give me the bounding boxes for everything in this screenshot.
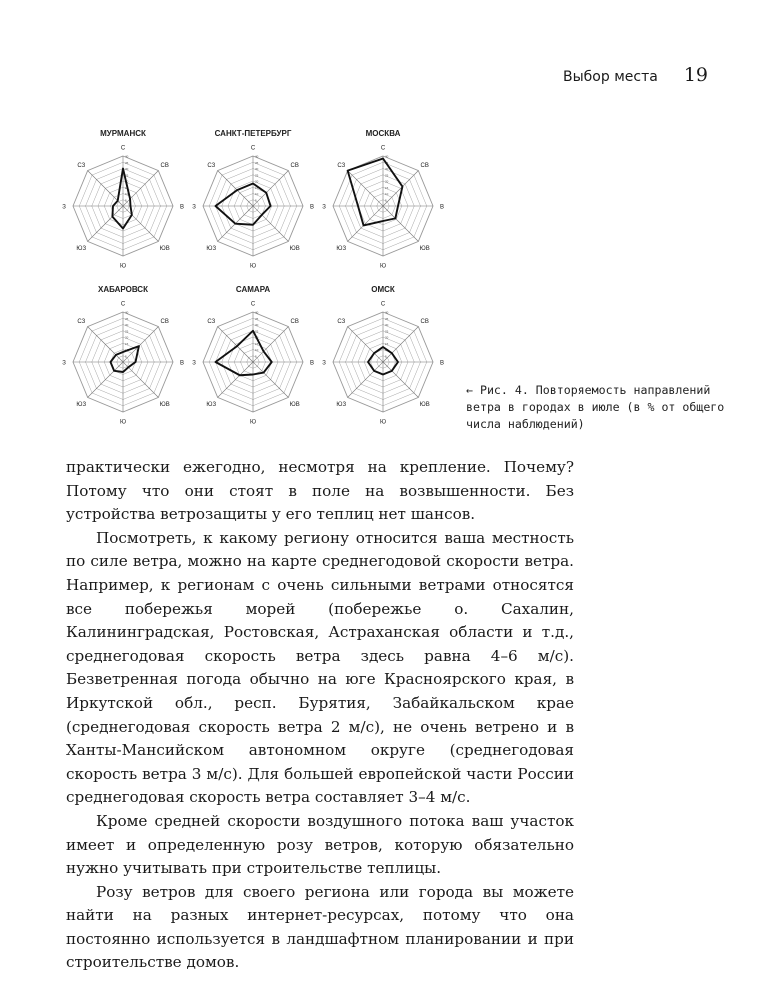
ring-label: 5 xyxy=(125,354,127,359)
paragraph: Розу ветров для своего региона или города вы можете найти на разных интернет-ресурсах, потому что она постоянно используется в ландшафтном планировании и при строительстве домов. xyxy=(66,882,574,972)
ring-label: 35 xyxy=(255,160,259,165)
direction-label: Ю xyxy=(119,263,127,270)
ring-label: 25 xyxy=(255,173,259,178)
direction-label: В xyxy=(439,204,445,211)
direction-label: СЗ xyxy=(207,162,216,169)
direction-label: В xyxy=(309,360,315,367)
ring-label: 10 xyxy=(385,192,389,196)
ring-label: 30 xyxy=(255,323,259,327)
direction-label: ЮВ xyxy=(419,246,430,253)
ring-label: 40 xyxy=(125,310,129,315)
direction-label: С xyxy=(120,301,126,308)
paragraph: практически ежегодно, несмотря на крепление. Почему? Потому что они стоят в поле на возвышенности. Без устройства ветрозащиты у его теплиц нет шансов. xyxy=(66,458,574,524)
ring-label: 25 xyxy=(385,173,389,178)
ring-label: 10 xyxy=(125,192,129,196)
wind-rose-1 xyxy=(58,124,188,274)
direction-label: З xyxy=(322,360,326,367)
direction-label: Ю xyxy=(249,263,257,270)
body-text xyxy=(66,456,574,975)
ring-label: 30 xyxy=(125,167,129,171)
direction-label: СЗ xyxy=(207,318,216,325)
direction-label: З xyxy=(192,204,196,211)
direction-label: ЮВ xyxy=(159,402,170,409)
direction-label: СЗ xyxy=(77,318,86,325)
wind-rose-chart xyxy=(188,280,318,430)
ring-label: 20 xyxy=(125,179,129,184)
ring-label: 10 xyxy=(255,348,259,352)
ring-label: 20 xyxy=(385,335,389,340)
ring-label: 5 xyxy=(385,198,387,203)
direction-label: З xyxy=(322,204,326,211)
direction-label: З xyxy=(62,204,66,211)
ring-label: 35 xyxy=(255,316,259,321)
direction-label: ЮВ xyxy=(159,246,170,253)
direction-label: В xyxy=(179,204,185,211)
direction-label: З xyxy=(62,360,66,367)
city-name: ОМСК xyxy=(371,285,395,294)
ring-label: 40 xyxy=(125,154,129,159)
direction-label: ЮЗ xyxy=(76,402,87,409)
direction-label: Ю xyxy=(379,263,387,270)
ring-label: 35 xyxy=(125,316,129,321)
ring-label: 30 xyxy=(255,167,259,171)
wind-rose-chart xyxy=(318,124,448,274)
city-name: МУРМАНСК xyxy=(100,129,146,138)
ring-label: 5 xyxy=(255,198,257,203)
direction-label: СВ xyxy=(160,318,169,325)
running-head-section-title: Выбор места xyxy=(563,69,658,85)
ring-label: 15 xyxy=(125,341,129,346)
wind-frequency-series xyxy=(216,184,271,225)
wind-rose-figure xyxy=(58,124,448,430)
ring-label: 25 xyxy=(125,173,129,178)
ring-label: 20 xyxy=(125,335,129,340)
direction-label: Ю xyxy=(249,419,257,426)
ring-label: 15 xyxy=(125,185,129,190)
direction-label: Ю xyxy=(119,419,127,426)
direction-label: С xyxy=(250,145,256,152)
ring-label: 20 xyxy=(255,335,259,340)
wind-rose-4 xyxy=(58,280,188,430)
page-number: 19 xyxy=(683,64,708,86)
direction-label: ЮЗ xyxy=(206,402,217,409)
direction-label: С xyxy=(120,145,126,152)
direction-label: Ю xyxy=(379,419,387,426)
ring-label: 20 xyxy=(385,179,389,184)
direction-label: ЮЗ xyxy=(206,246,217,253)
ring-label: 5 xyxy=(385,354,387,359)
wind-rose-3 xyxy=(318,124,448,274)
direction-label: СВ xyxy=(290,162,299,169)
direction-label: С xyxy=(380,301,386,308)
direction-label: В xyxy=(439,360,445,367)
ring-label: 40 xyxy=(385,310,389,315)
ring-label: 40 xyxy=(385,154,389,159)
ring-label: 10 xyxy=(385,348,389,352)
direction-label: СЗ xyxy=(337,162,346,169)
ring-label: 40 xyxy=(255,310,259,315)
paragraph: Кроме средней скорости воздушного потока ваш участок имеет и определенную розу ветров, которую обязательно нужно учитывать при строительстве теплицы. xyxy=(66,811,574,878)
direction-label: ЮЗ xyxy=(336,402,347,409)
ring-label: 25 xyxy=(125,329,129,334)
direction-label: В xyxy=(309,204,315,211)
direction-label: ЮЗ xyxy=(336,246,347,253)
direction-label: СВ xyxy=(290,318,299,325)
city-name: САМАРА xyxy=(235,285,271,294)
wind-rose-2 xyxy=(188,124,318,274)
ring-label: 10 xyxy=(125,348,129,352)
ring-label: 15 xyxy=(385,341,389,346)
ring-label: 25 xyxy=(255,329,259,334)
ring-label: 35 xyxy=(385,160,389,165)
wind-rose-6 xyxy=(318,280,448,430)
direction-label: ЮЗ xyxy=(76,246,87,253)
direction-label: В xyxy=(179,360,185,367)
city-name: МОСКВА xyxy=(365,129,401,138)
ring-label: 5 xyxy=(125,198,127,203)
ring-label: 30 xyxy=(385,323,389,327)
city-name: САНКТ-ПЕТЕРБУРГ xyxy=(214,129,292,138)
ring-label: 30 xyxy=(385,167,389,171)
direction-label: З xyxy=(192,360,196,367)
wind-rose-chart xyxy=(58,280,188,430)
ring-label: 15 xyxy=(255,341,259,346)
ring-label: 30 xyxy=(125,323,129,327)
paragraph: Посмотреть, к какому региону относится ваша местность по силе ветра, можно на карте среднегодовой скорости ветра. Например, к регионам с очень сильными ветрами относятся все побережья морей (побережье о. Сахалин, Калининградская, Ростовская, Астраханская области и т.д., среднегодовая скорость ветра здесь равна 4–6 м/с). Безветренная погода обычно на юге Красноярского края, в Иркутской обл., респ. Бурятия, Забайкальском крае (среднегодовая скорость ветра 2 м/с), не очень ветрено и в Ханты-Мансийском автономном округе (среднегодовая скорость ветра 3 м/с). Для большей европейской части России среднегодовая скорость ветра составляет 3–4 м/с. xyxy=(66,528,574,807)
ring-label: 40 xyxy=(255,154,259,159)
direction-label: СВ xyxy=(420,162,429,169)
ring-label: 10 xyxy=(255,192,259,196)
city-name: ХАБАРОВСК xyxy=(98,285,148,294)
wind-rose-chart xyxy=(318,280,448,430)
ring-label: 35 xyxy=(385,316,389,321)
direction-label: С xyxy=(250,301,256,308)
direction-label: СЗ xyxy=(77,162,86,169)
wind-rose-chart xyxy=(58,124,188,274)
figure-caption: ← Рис. 4. Повторяемость направлений ветра в городах в июле (в % от общего числа наблюдений) xyxy=(466,383,725,431)
direction-label: СЗ xyxy=(337,318,346,325)
ring-label: 5 xyxy=(255,354,257,359)
wind-rose-5 xyxy=(188,280,318,430)
ring-label: 15 xyxy=(385,185,389,190)
direction-label: ЮВ xyxy=(419,402,430,409)
direction-label: ЮВ xyxy=(289,402,300,409)
ring-label: 20 xyxy=(255,179,259,184)
direction-label: ЮВ xyxy=(289,246,300,253)
wind-rose-chart xyxy=(188,124,318,274)
running-head xyxy=(470,64,708,86)
ring-label: 15 xyxy=(255,185,259,190)
direction-label: СВ xyxy=(420,318,429,325)
direction-label: С xyxy=(380,145,386,152)
ring-label: 25 xyxy=(385,329,389,334)
ring-label: 35 xyxy=(125,160,129,165)
direction-label: СВ xyxy=(160,162,169,169)
